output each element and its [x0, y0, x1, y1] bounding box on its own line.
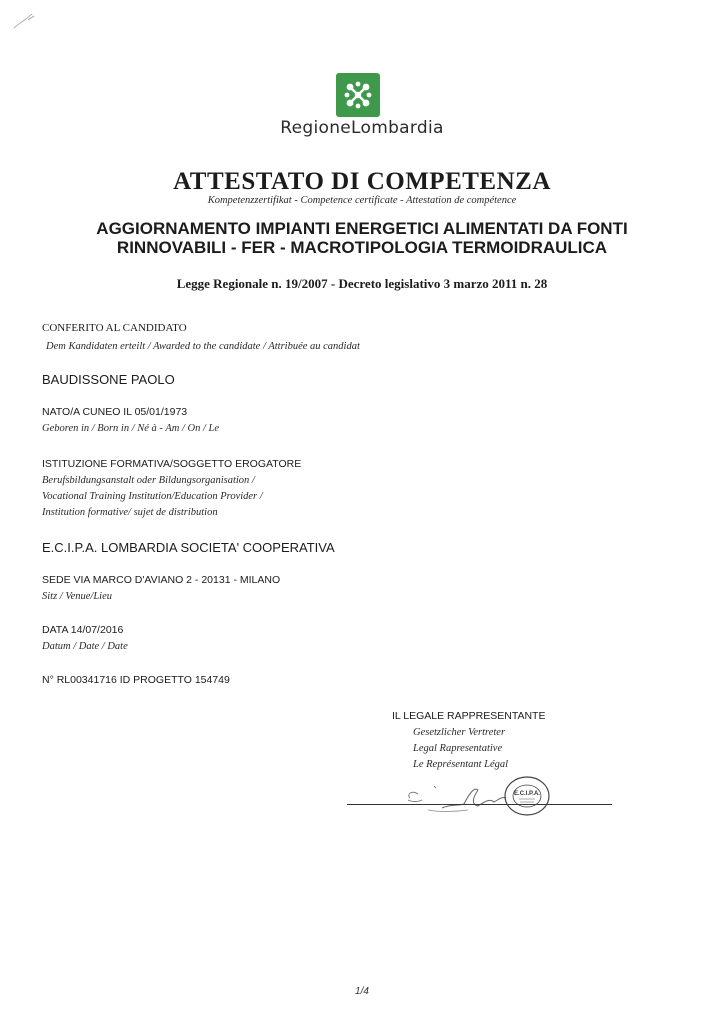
institution-translation-1: Berufsbildungsanstalt oder Bildungsorganisation / — [42, 475, 255, 486]
institution-label: ISTITUZIONE FORMATIVA/SOGGETTO EROGATORE — [42, 458, 302, 470]
course-title-line1: AGGIORNAMENTO IMPIANTI ENERGETICI ALIMENTATI DA FONTI — [96, 219, 628, 238]
rosa-camuna-icon — [336, 73, 380, 117]
institution-translation-3: Institution formative/ sujet de distribution — [42, 507, 218, 518]
page-number: 1/4 — [355, 986, 369, 997]
course-title-line2: RINNOVABILI - FER - MACROTIPOLOGIA TERMOIDRAULICA — [116, 238, 608, 257]
institution-name: E.C.I.P.A. LOMBARDIA SOCIETA' COOPERATIVA — [42, 540, 335, 555]
candidate-label: CONFERITO AL CANDIDATO — [42, 322, 187, 334]
certificate-number: N° RL00341716 ID PROGETTO 154749 — [42, 674, 230, 686]
signature-label-de: Gesetzlicher Vertreter — [413, 727, 506, 738]
region-logo-text: RegioneLombardia — [280, 118, 444, 138]
stamp-text: E.C.I.P.A. — [514, 791, 540, 797]
venue-line: SEDE VIA MARCO D'AVIANO 2 - 20131 - MILANO — [42, 574, 281, 586]
birth-translations: Geboren in / Born in / Né à - Am / On / Le — [42, 423, 220, 434]
document-subtitle: Kompetenzzertifikat - Competence certificate - Attestation de compétence — [207, 195, 517, 206]
signature-line — [347, 804, 612, 805]
document-title: ATTESTATO DI COMPETENZA — [173, 168, 551, 195]
venue-translations: Sitz / Venue/Lieu — [42, 591, 112, 602]
institution-translation-2: Vocational Training Institution/Education Provider / — [42, 491, 263, 502]
law-reference: Legge Regionale n. 19/2007 - Decreto legislativo 3 marzo 2011 n. 28 — [176, 276, 548, 291]
corner-scribble — [12, 10, 38, 32]
signature-label-fr: Le Représentant Légal — [413, 759, 509, 770]
signature-label: IL LEGALE RAPPRESENTANTE — [392, 710, 546, 722]
signature-label-en: Legal Rapresentative — [413, 743, 503, 754]
birth-line: NATO/A CUNEO IL 05/01/1973 — [42, 406, 188, 418]
date-translations: Datum / Date / Date — [42, 641, 128, 652]
candidate-name: BAUDISSONE PAOLO — [42, 372, 175, 387]
candidate-label-translations: Dem Kandidaten erteilt / Awarded to the candidate / Attribuée au candidat — [46, 341, 360, 352]
region-logo — [336, 73, 380, 117]
date-line: DATA 14/07/2016 — [42, 624, 124, 636]
company-stamp — [502, 774, 552, 818]
